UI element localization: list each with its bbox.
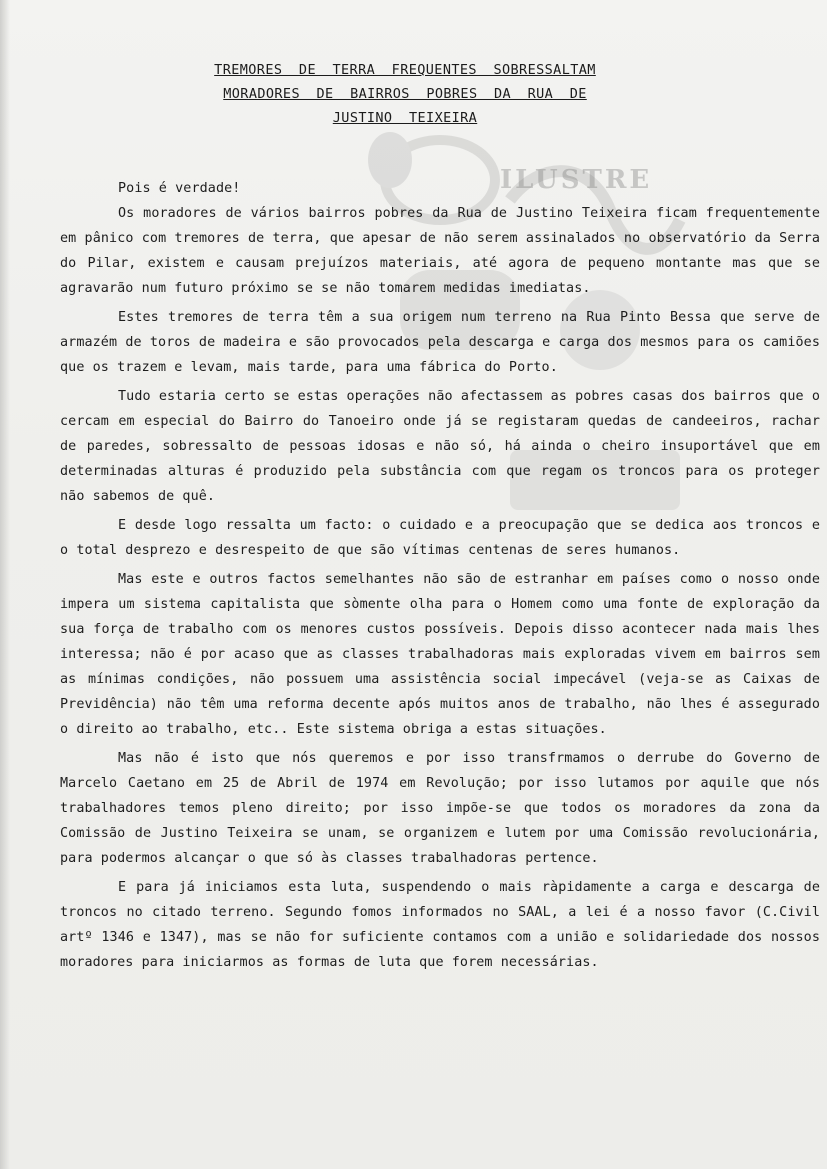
- title-line-3: JUSTINO TEIXEIRA: [332, 110, 478, 126]
- paragraph-4: E desde logo ressalta um facto: o cuidado e a preocupação que se dedica aos troncos e o total desprezo e desrespeito de que são vítimas centenas de seres humanos.: [60, 518, 820, 558]
- page-edge-shadow: [0, 0, 10, 1169]
- paragraph-greeting: Pois é verdade!: [118, 181, 241, 196]
- paragraph-1: Os moradores de vários bairros pobres da Rua de Justino Teixeira ficam frequentemente em pânico com tremores de terra, que apesar de não serem assinalados no observatório da Serra do Pilar, existem e causam prejuízos materiais, até agora de pequeno montante mas que se agravarão num futuro próximo se se não tomarem medidas imediatas.: [60, 206, 820, 296]
- title-line-2: MORADORES DE BAIRROS POBRES DA RUA DE: [223, 86, 587, 102]
- title-line-1: TREMORES DE TERRA FREQUENTES SOBRESSALTAM: [214, 62, 596, 78]
- bleed-through-text: ILUSTRE: [500, 165, 653, 195]
- paragraph-3: Tudo estaria certo se estas operações não afectassem as pobres casas dos bairros que o cercam em especial do Bairro do Tanoeiro onde já se registaram quedas de candeeiros, rachar de paredes, sobressalto de pessoas idosas e não só, há ainda o cheiro insuportável que em determinadas alturas é produzido pela substância com que regam os troncos para os proteger não sabemos de quê.: [60, 389, 820, 504]
- paragraph-5: Mas este e outros factos semelhantes não são de estranhar em países como o nosso onde impera um sistema capitalista que sòmente olha para o Homem como uma fonte de exploração da sua força de trabalho com os menores custos possíveis. Depois disso acontecer nada mais lhes interessa; não é por acaso que as classes trabalhadoras mais exploradas vivem em bairros sem as mínimas condições, não possuem uma assistência social impecável (veja-se as Caixas de Previdência) não têm uma reforma decente após muitos anos de trabalho, não lhes é assegurado o direito ao trabalho, etc.. Este sistema obriga a estas situações.: [60, 572, 820, 737]
- paragraph-6: Mas não é isto que nós queremos e por isso transfrmamos o derrube do Governo de Marcelo Caetano em 25 de Abril de 1974 em Revolução; por isso lutamos por aquile que nós trabalhadores temos pleno direito; por isso impõe-se que todos os moradores da zona da Comissão de Justino Teixeira se unam, se organizem e lutem por uma Comissão revolucionária, para podermos alcançar o que só às classes trabalhadoras pertence.: [60, 751, 820, 866]
- document-title: [200, 58, 610, 130]
- paragraph-7: E para já iniciamos esta luta, suspendendo o mais ràpidamente a carga e descarga de troncos no citado terreno. Segundo fomos informados no SAAL, a lei é a nosso favor (C.Civil artº 1346 e 1347), mas se não for suficiente contamos com a união e solidariedade dos nossos moradores para iniciarmos as formas de luta que forem necessárias.: [60, 880, 820, 970]
- paragraph-2: Estes tremores de terra têm a sua origem num terreno na Rua Pinto Bessa que serve de armazém de toros de madeira e são provocados pela descarga e carga dos mesmos para os camiões que os trazem e levam, mais tarde, para uma fábrica do Porto.: [60, 310, 820, 375]
- document-body: [60, 176, 820, 975]
